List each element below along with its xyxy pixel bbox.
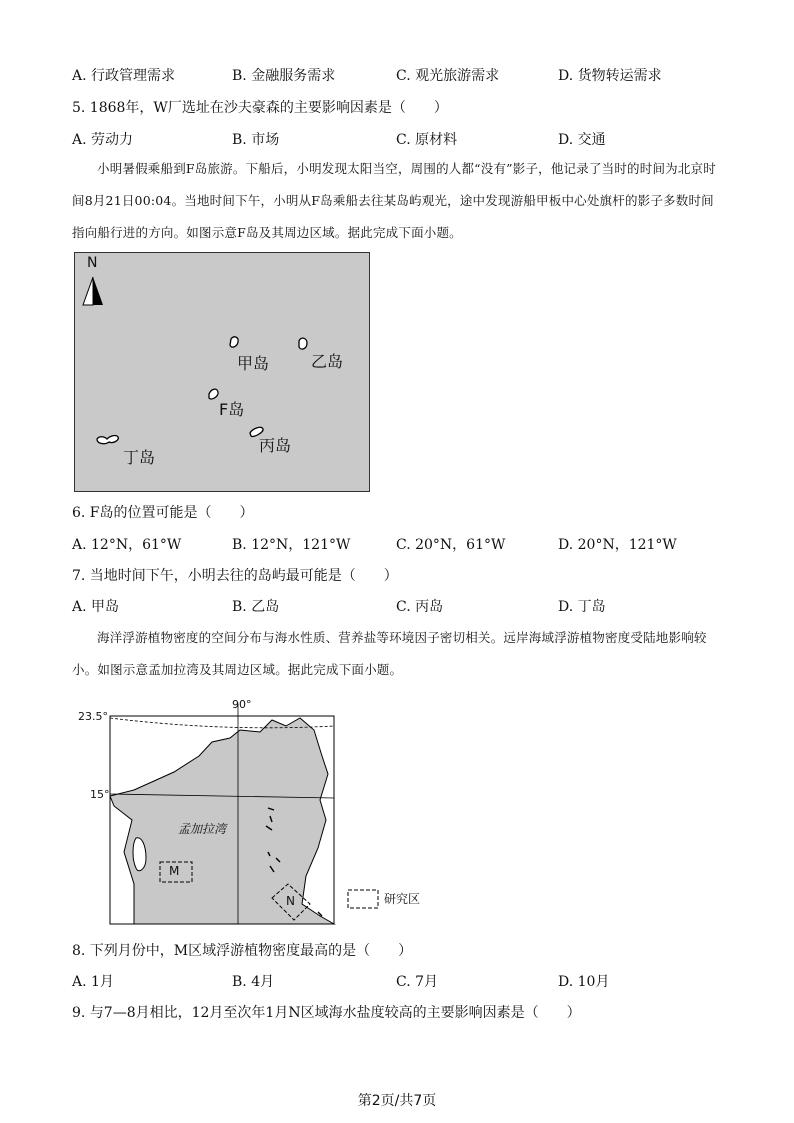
- q4-option-c: C. 观光旅游需求: [396, 68, 500, 84]
- q6-question: 6. F岛的位置可能是（ ）: [72, 505, 254, 521]
- bay-map-shapes: [74, 702, 434, 928]
- q7-option-a: A. 甲岛: [72, 599, 120, 615]
- f-island-map: [74, 252, 370, 492]
- q6-option-c: C. 20°N，61°W: [396, 537, 506, 553]
- lon-90-label: 90°: [232, 698, 252, 711]
- bay-label: 孟加拉湾: [178, 822, 227, 836]
- q8-option-d: D. 10月: [558, 974, 610, 990]
- q6-option-d: D. 20°N，121°W: [558, 537, 677, 553]
- north-label: N: [87, 255, 98, 271]
- q5-option-d: D. 交通: [558, 132, 606, 148]
- island-yi-shape: [299, 338, 307, 349]
- q4-option-d: D. 货物转运需求: [558, 68, 662, 84]
- q7-question: 7. 当地时间下午，小明去往的岛屿最可能是（ ）: [72, 568, 398, 584]
- island-jia-label: 甲岛: [237, 354, 270, 373]
- island-f-shape: [209, 389, 218, 399]
- passage-1-text: 小明暑假乘船到F岛旅游。下船后，小明发现太阳当空，周围的人都“没有”影子，他记录了当时的时间为北京时间8月21日00:04。当地时间下午，小明从F岛乘船去往某岛屿观光，途中发现游船甲板中心处旗杆的影子多数时间指向船行进的方向。如图示意F岛及其周边区域。据此完成下面小题。: [72, 161, 716, 240]
- q6-option-b: B. 12°N，121°W: [232, 537, 351, 553]
- q5-option-a: A. 劳动力: [72, 132, 134, 148]
- q7-option-d: D. 丁岛: [558, 599, 606, 615]
- page-footer: 第2页/共7页: [357, 1093, 437, 1109]
- island-ding-label: 丁岛: [123, 448, 156, 467]
- area-m-label: M: [169, 864, 180, 878]
- lat-23-label: 23.5°: [78, 710, 108, 723]
- q4-option-a: A. 行政管理需求: [72, 68, 176, 84]
- q5-question: 5. 1868年，W厂选址在沙夫豪森的主要影响因素是（ ）: [72, 100, 448, 116]
- passage-2: [72, 622, 724, 686]
- island-f-label: F岛: [219, 400, 245, 419]
- q5-option-b: B. 市场: [232, 132, 280, 148]
- passage-1: [72, 153, 724, 249]
- island-bing-label: 丙岛: [259, 436, 292, 455]
- legend-box-icon: [348, 890, 378, 908]
- island-jia-shape: [230, 337, 238, 347]
- passage-2-text: 海洋浮游植物密度的空间分布与海水性质、营养盐等环境因子密切相关。远岸海域浮游植物密度受陆地影响较小。如图示意孟加拉湾及其周边区域。据此完成下面小题。: [72, 630, 707, 677]
- bay-of-bengal-map: [74, 698, 434, 928]
- q7-option-b: B. 乙岛: [232, 599, 280, 615]
- q4-option-b: B. 金融服务需求: [232, 68, 336, 84]
- q8-option-a: A. 1月: [72, 974, 114, 990]
- q9-question: 9. 与7—8月相比，12月至次年1月N区域海水盐度较高的主要影响因素是（ ）: [72, 1005, 581, 1021]
- lat-15-label: 15°: [90, 788, 110, 801]
- q8-option-c: C. 7月: [396, 974, 439, 990]
- q7-option-c: C. 丙岛: [396, 599, 444, 615]
- north-arrow-icon: [83, 277, 103, 305]
- q5-option-c: C. 原材料: [396, 132, 458, 148]
- q8-option-b: B. 4月: [232, 974, 275, 990]
- q6-option-a: A. 12°N，61°W: [72, 537, 182, 553]
- island-yi-label: 乙岛: [311, 352, 344, 371]
- q8-question: 8. 下列月份中，M区域浮游植物密度最高的是（ ）: [72, 943, 413, 959]
- island-ding-shape: [97, 436, 118, 444]
- legend-label: 研究区: [384, 892, 421, 906]
- area-n-label: N: [286, 894, 295, 908]
